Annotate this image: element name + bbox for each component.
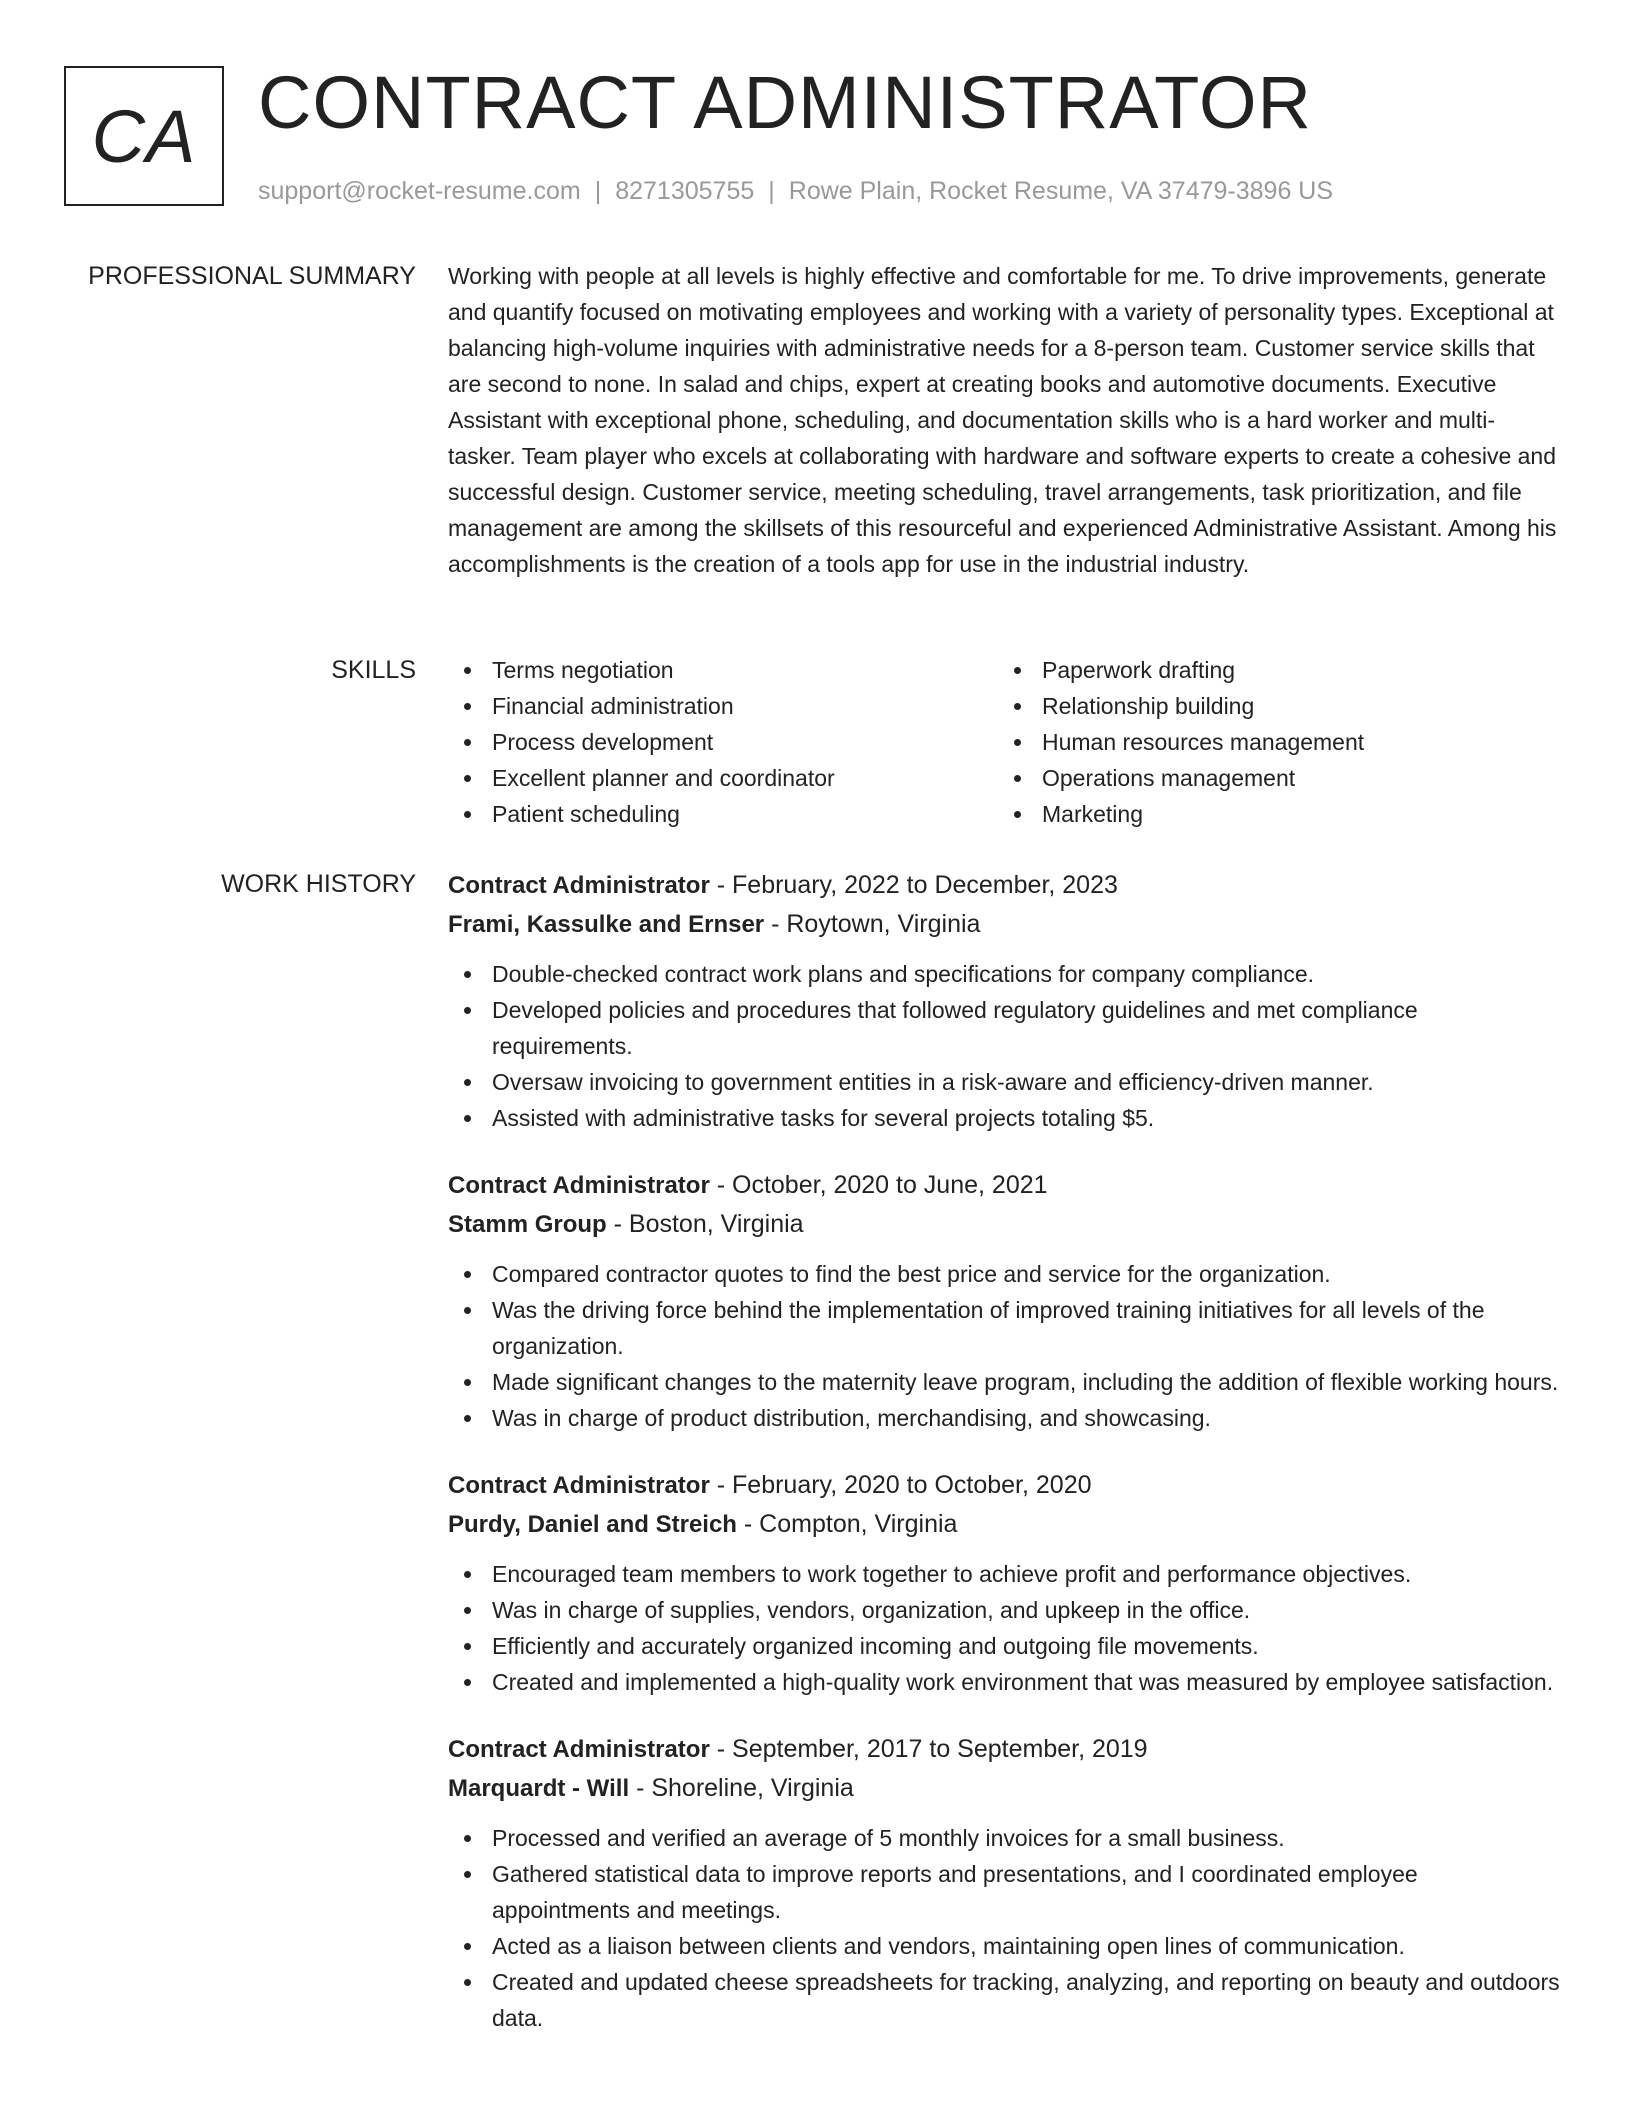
job-bullet: Double-checked contract work plans and specifications for company compliance. <box>448 956 1560 992</box>
job-dates: - October, 2020 to June, 2021 <box>709 1171 1048 1199</box>
skill-item: Relationship building <box>998 688 1548 724</box>
job-bullet: Acted as a liaison between clients and vendors, maintaining open lines of communication. <box>448 1928 1560 1964</box>
job-bullets <box>448 1820 1560 2036</box>
job-bullet: Oversaw invoicing to government entities in a risk-aware and efficiency-driven manner. <box>448 1064 1560 1100</box>
job-entry <box>448 1730 1560 2036</box>
job-role: Contract Administrator <box>448 1172 710 1199</box>
job-company: Purdy, Daniel and Streich <box>448 1511 737 1538</box>
skill-item: Paperwork drafting <box>998 652 1548 688</box>
job-bullet: Encouraged team members to work together to achieve profit and performance objectives. <box>448 1556 1560 1592</box>
job-title-line <box>448 1166 1560 1205</box>
job-company-line <box>448 1769 1560 1808</box>
job-bullet: Was in charge of product distribution, merchandising, and showcasing. <box>448 1400 1560 1436</box>
job-dates: - February, 2022 to December, 2023 <box>709 871 1118 899</box>
monogram: CA <box>64 66 224 206</box>
job-company-line <box>448 1205 1560 1244</box>
skill-item: Human resources management <box>998 724 1548 760</box>
address: Rowe Plain, Rocket Resume, VA 37479-3896 US <box>788 177 1334 205</box>
job-bullet: Created and updated cheese spreadsheets for tracking, analyzing, and reporting on beauty and outdoors data. <box>448 1964 1560 2036</box>
job-bullets <box>448 1556 1560 1700</box>
job-role: Contract Administrator <box>448 872 710 899</box>
email[interactable]: support@rocket-resume.com <box>258 177 581 205</box>
skill-item: Excellent planner and coordinator <box>448 760 998 796</box>
job-company-line <box>448 905 1560 944</box>
job-bullet: Efficiently and accurately organized incoming and outgoing file movements. <box>448 1628 1560 1664</box>
summary-heading: PROFESSIONAL SUMMARY <box>88 262 416 290</box>
job-bullet: Was the driving force behind the implementation of improved training initiatives for all levels of the organization. <box>448 1292 1560 1364</box>
job-entry <box>448 1466 1560 1700</box>
job-company: Frami, Kassulke and Ernser <box>448 911 765 938</box>
job-dates: - February, 2020 to October, 2020 <box>709 1471 1092 1499</box>
skills-heading: SKILLS <box>331 656 416 684</box>
summary-text: Working with people at all levels is highly effective and comfortable for me. To drive improvements, generate and quantify focused on motivating employees and working with a variety of personality types. Exceptional at balancing high-volume inquiries with administrative needs for a 8-person team. Customer service skills that are second to none. In salad and chips, expert at creating books and automotive documents. Executive Assistant with exceptional phone, scheduling, and documentation skills who is a hard worker and multi-tasker. Team player who excels at collaborating with hardware and software experts to create a cohesive and successful design. Customer service, meeting scheduling, travel arrangements, task prioritization, and file management are among the skillsets of this resourceful and experienced Administrative Assistant. Among his accomplishments is the creation of a tools app for use in the industrial industry. <box>448 263 1557 577</box>
job-role: Contract Administrator <box>448 1472 710 1499</box>
job-bullet: Developed policies and procedures that followed regulatory guidelines and met compliance requirements. <box>448 992 1560 1064</box>
work-history-heading: WORK HISTORY <box>221 870 416 898</box>
job-title-line <box>448 1466 1560 1505</box>
job-entry <box>448 866 1560 1136</box>
contact-line <box>258 174 1333 208</box>
skill-item: Terms negotiation <box>448 652 998 688</box>
job-location: - Boston, Virginia <box>606 1210 804 1238</box>
job-bullet: Assisted with administrative tasks for several projects totaling $5. <box>448 1100 1560 1136</box>
job-bullet: Made significant changes to the maternity leave program, including the addition of flexible working hours. <box>448 1364 1560 1400</box>
job-location: - Compton, Virginia <box>736 1510 958 1538</box>
job-bullet: Created and implemented a high-quality work environment that was measured by employee satisfaction. <box>448 1664 1560 1700</box>
skill-item: Patient scheduling <box>448 796 998 832</box>
job-title-line <box>448 866 1560 905</box>
job-title-line <box>448 1730 1560 1769</box>
skill-item: Marketing <box>998 796 1548 832</box>
job-bullet: Gathered statistical data to improve reports and presentations, and I coordinated employee appointments and meetings. <box>448 1856 1560 1928</box>
job-bullet: Processed and verified an average of 5 monthly invoices for a small business. <box>448 1820 1560 1856</box>
job-location: - Shoreline, Virginia <box>629 1774 854 1802</box>
phone[interactable]: 8271305755 <box>615 177 755 205</box>
job-company: Stamm Group <box>448 1211 607 1238</box>
job-location: - Roytown, Virginia <box>764 910 981 938</box>
job-company: Marquardt - Will <box>448 1775 630 1802</box>
job-role: Contract Administrator <box>448 1736 710 1763</box>
job-company-line <box>448 1505 1560 1544</box>
job-dates: - September, 2017 to September, 2019 <box>709 1735 1148 1763</box>
job-bullet: Compared contractor quotes to find the best price and service for the organization. <box>448 1256 1560 1292</box>
job-bullets <box>448 1256 1560 1436</box>
separator: | <box>594 177 602 205</box>
resume-title: CONTRACT ADMINISTRATOR <box>258 61 1312 144</box>
skill-item: Process development <box>448 724 998 760</box>
job-bullets <box>448 956 1560 1136</box>
job-bullet: Was in charge of supplies, vendors, organization, and upkeep in the office. <box>448 1592 1560 1628</box>
skills-list-right <box>998 652 1548 832</box>
skill-item: Financial administration <box>448 688 998 724</box>
skills-list-left <box>448 652 998 832</box>
separator: | <box>768 177 775 205</box>
job-entry <box>448 1166 1560 1436</box>
skill-item: Operations management <box>998 760 1548 796</box>
